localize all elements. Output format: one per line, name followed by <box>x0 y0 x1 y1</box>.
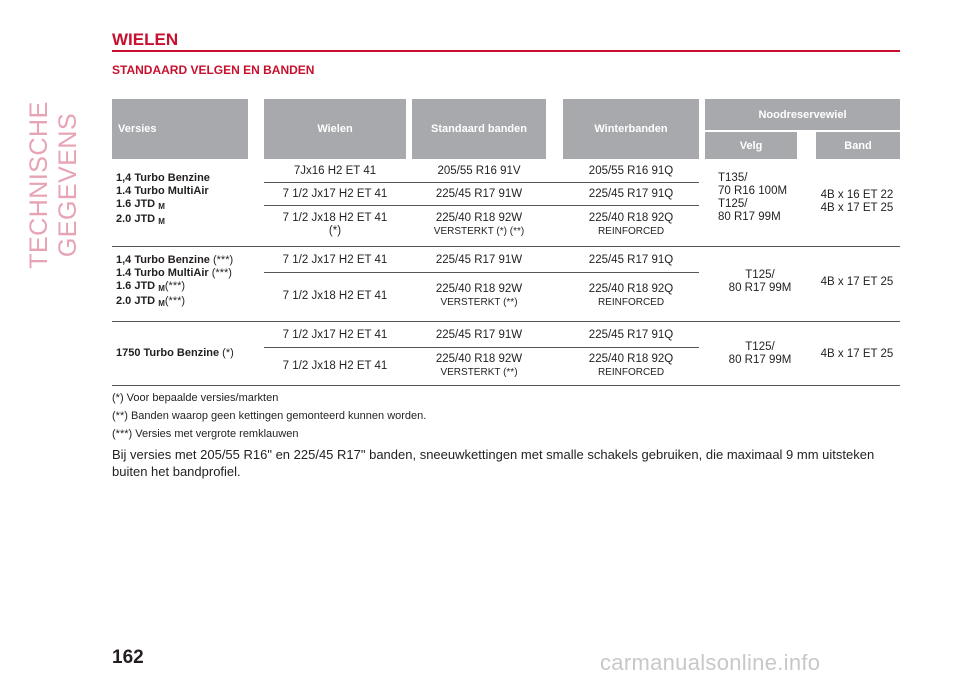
cell-velg: T125/ 80 R17 99M <box>728 269 792 294</box>
cell-velg: T135/ 70 R16 100M T125/ 80 R17 99M <box>718 172 788 223</box>
cell-wielen: 7 1/2 Jx18 H2 ET 41 (*) <box>282 212 388 237</box>
row-divider <box>264 347 699 348</box>
versions-group-2: 1,4 Turbo Benzine (***) 1.4 Turbo MultiAir (***) 1.6 JTD $_M$(***) 2.0 JTD $_M$(***) <box>116 254 234 308</box>
row-divider <box>264 205 699 206</box>
cell-wielen: 7Jx16 H2 ET 41 <box>293 164 377 177</box>
cell-winter: 225/40 R18 92Q REINFORCED <box>588 283 674 308</box>
header-standaard-banden: Standaard banden <box>412 99 546 159</box>
chain-note-paragraph: Bij versies met 205/55 R16" en 225/45 R17" banden, sneeuwkettingen met smalle schakels gebruiken, die maximaal 9 mm uitsteken buiten het bandprofiel. <box>112 447 875 479</box>
cell-band: 4B x 16 ET 22 4B x 17 ET 25 <box>820 189 894 214</box>
cell-standaard: 225/45 R17 91W <box>435 187 523 200</box>
header-versies: Versies <box>112 99 248 159</box>
page-number: 162 <box>112 647 144 668</box>
page-title: WIELEN <box>112 30 179 49</box>
versions-group-3: 1750 Turbo Benzine (*) <box>116 347 234 359</box>
group-divider <box>112 321 900 322</box>
cell-winter: 225/45 R17 91Q <box>588 253 674 266</box>
watermark: carmanualsonline.info <box>600 650 821 675</box>
cell-standaard: 225/40 R18 92W VERSTERKT (**) <box>435 353 523 378</box>
cell-standaard: 225/45 R17 91W <box>435 328 523 341</box>
cell-winter: 225/45 R17 91Q <box>588 187 674 200</box>
header-winterbanden: Winterbanden <box>563 99 699 159</box>
header-band: Band <box>816 132 900 159</box>
cell-wielen: 7 1/2 Jx18 H2 ET 41 <box>282 359 388 372</box>
side-section-title: TECHNISCHE GEGEVENS <box>25 101 82 269</box>
cell-standaard: 225/40 R18 92W VERSTERKT (*) (**) <box>433 212 525 237</box>
version-suffix: M <box>158 202 165 211</box>
cell-winter: 205/55 R16 91Q <box>588 164 674 177</box>
cell-winter: 225/45 R17 91Q <box>588 328 674 341</box>
footnote: (*) Voor bepaalde versies/markten <box>112 392 279 404</box>
version-suffix: M <box>158 217 165 226</box>
section-subtitle: STANDAARD VELGEN EN BANDEN <box>112 63 315 77</box>
header-velg: Velg <box>705 132 797 159</box>
footnote: (**) Banden waarop geen kettingen gemonteerd kunnen worden. <box>112 410 427 422</box>
cell-wielen: 7 1/2 Jx17 H2 ET 41 <box>282 328 388 341</box>
version-name: 1.4 Turbo MultiAir <box>116 185 209 197</box>
cell-winter: 225/40 R18 92Q REINFORCED <box>588 353 674 378</box>
title-divider <box>112 50 900 52</box>
row-divider <box>264 272 699 273</box>
cell-standaard: 205/55 R16 91V <box>437 164 521 177</box>
cell-wielen: 7 1/2 Jx17 H2 ET 41 <box>282 253 388 266</box>
versions-group-1 <box>116 172 210 228</box>
group-divider <box>112 246 900 247</box>
cell-band: 4B x 17 ET 25 <box>820 347 894 360</box>
footnote: (***) Versies met vergrote remklauwen <box>112 428 299 440</box>
table-bottom-rule <box>112 385 900 386</box>
header-wielen: Wielen <box>264 99 406 159</box>
cell-standaard: 225/40 R18 92W VERSTERKT (**) <box>435 283 523 308</box>
cell-winter: 225/40 R18 92Q REINFORCED <box>588 212 674 237</box>
cell-velg: T125/ 80 R17 99M <box>728 341 792 366</box>
cell-wielen: 7 1/2 Jx18 H2 ET 41 <box>282 289 388 302</box>
version-name: 1.6 JTD <box>116 198 156 210</box>
cell-band: 4B x 17 ET 25 <box>820 275 894 288</box>
version-name: 2.0 JTD <box>116 213 156 225</box>
version-name: 1,4 Turbo Benzine <box>116 172 210 184</box>
header-noodreservewiel: Noodreservewiel <box>705 99 900 130</box>
cell-wielen: 7 1/2 Jx17 H2 ET 41 <box>282 187 388 200</box>
cell-standaard: 225/45 R17 91W <box>435 253 523 266</box>
